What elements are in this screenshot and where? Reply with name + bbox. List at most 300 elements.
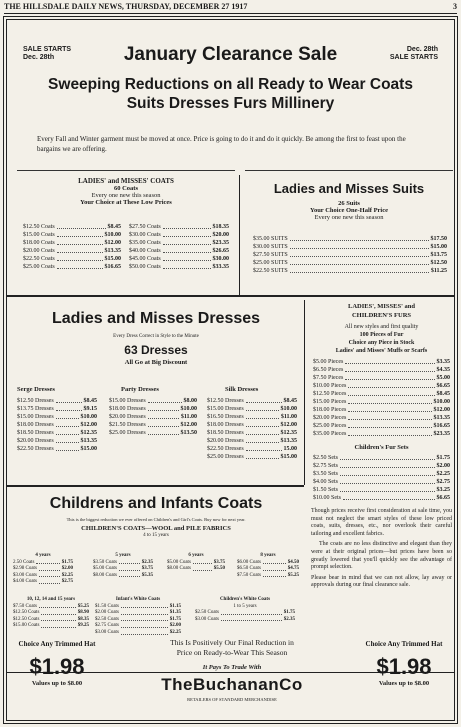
original-price: $2.50 Coats — [195, 610, 219, 616]
leader-dots — [290, 235, 429, 241]
suits-count: 26 Suits — [338, 200, 360, 207]
price-row — [17, 397, 97, 405]
suits-line2: Every one new this season — [314, 214, 384, 221]
price-row — [13, 573, 73, 580]
original-price: $18.00 Dresses — [207, 422, 244, 428]
group-6-years — [167, 553, 225, 573]
sale-price: $8.90 — [77, 610, 89, 616]
sale-price: $8.00 — [183, 398, 197, 404]
sale-price: $2.75 — [61, 579, 73, 585]
sale-price: $33.35 — [212, 264, 229, 270]
original-price: $7.50 Pieces — [313, 375, 344, 381]
price-row — [129, 223, 229, 231]
final-line2: Price on Ready-to-Wear This Season — [176, 648, 288, 657]
coats-line1: Every one new this season — [91, 192, 161, 199]
sale-price: $13.35 — [280, 438, 297, 444]
price-row — [13, 579, 73, 586]
price-row — [17, 405, 97, 413]
leader-dots — [193, 560, 212, 565]
price-row — [253, 243, 447, 251]
hat-values: Values up to $8.00 — [378, 680, 430, 687]
original-price: $10.00 Pieces — [313, 383, 347, 389]
dresses-count: 63 Dresses — [124, 343, 188, 357]
dresses-sub: Every Dress Correct in Style to the Minute — [113, 334, 199, 339]
buchanan-logo: TheBuchananCo — [161, 675, 303, 694]
hat-price: $1.98 — [29, 654, 85, 679]
coats-count: 60 Coats — [113, 185, 138, 192]
suits-title: Ladies and Misses Suits — [273, 181, 425, 196]
masthead — [4, 2, 457, 14]
leader-dots — [56, 413, 79, 419]
sale-price: $2.00 — [436, 463, 450, 469]
sale-price: $12.35 — [280, 430, 297, 436]
leader-dots — [119, 566, 140, 571]
original-price: $13.75 Dresses — [17, 406, 54, 412]
original-price: $50.00 Coats — [129, 264, 161, 270]
furs-line2: 100 Pieces of Fur — [359, 332, 404, 338]
leader-dots — [121, 630, 168, 635]
sale-price: $10.00 — [180, 406, 197, 412]
sale-starts-label: SALE STARTS — [389, 54, 438, 61]
leader-dots — [348, 430, 431, 436]
leader-dots — [39, 579, 60, 584]
sale-price: $13.35 — [80, 438, 97, 444]
sale-price: $1.75 — [283, 610, 295, 616]
leader-dots — [163, 255, 211, 261]
leader-dots — [340, 486, 434, 492]
price-row — [313, 374, 450, 382]
sale-price: $2.35 — [283, 616, 295, 622]
price-row — [195, 617, 295, 624]
sale-price: $30.00 — [212, 256, 229, 262]
advertisement — [3, 16, 458, 724]
price-row — [95, 623, 181, 630]
hat-label: Choice Any Trimmed Hat — [18, 640, 96, 648]
sale-price: $2.75 — [436, 479, 450, 485]
leader-dots — [345, 374, 434, 380]
intro-text: Every Fall and Winter garment must be moved at once. Price is going to do it and do it quickly. Be among the first to feast upon the bargains we are offering. — [37, 135, 406, 153]
original-price: $20.00 Pieces — [313, 415, 347, 421]
price-row — [95, 630, 181, 637]
price-row — [17, 421, 97, 429]
original-price: $2.75 Sets — [313, 463, 339, 469]
original-price: $2.50 Coats — [95, 616, 119, 622]
original-price: $5.00 Coats — [93, 566, 117, 572]
leader-dots — [148, 413, 179, 419]
price-row — [23, 247, 121, 255]
sale-price: $13.50 — [180, 430, 197, 436]
original-price: $20.00 Dresses — [207, 438, 244, 444]
final-reduction — [117, 638, 347, 702]
price-row — [253, 251, 447, 259]
group-8-years — [237, 553, 299, 579]
original-price: $4.00 Sets — [313, 479, 339, 485]
leader-dots — [57, 247, 103, 253]
price-row — [13, 610, 89, 617]
price-row — [237, 560, 299, 567]
original-price: $45.00 Coats — [129, 256, 161, 262]
price-row — [13, 560, 73, 567]
price-row — [109, 397, 197, 405]
dresses-section — [11, 300, 301, 485]
leader-dots — [263, 566, 286, 571]
sale-price: $15.00 — [104, 256, 121, 262]
original-price: $15.00 Dresses — [207, 406, 244, 412]
sale-price: $8.35 — [77, 616, 89, 622]
original-price: $18.50 Dresses — [207, 430, 244, 436]
leader-dots — [348, 382, 434, 388]
original-price: $18.00 Dresses — [109, 406, 146, 412]
sale-price: $11.00 — [180, 414, 197, 420]
original-price: $12.50 Pieces — [313, 391, 347, 397]
sale-price: $12.00 — [180, 422, 197, 428]
price-row — [17, 437, 97, 445]
leader-dots — [39, 566, 60, 571]
sale-price: $12.00 — [80, 422, 97, 428]
furs-title-2: CHILDREN'S FURS — [351, 312, 412, 319]
leader-dots — [36, 560, 59, 565]
price-row — [207, 429, 297, 437]
price-row — [95, 610, 181, 617]
sale-price: $3.75 — [213, 559, 225, 565]
party-title: Party Dresses — [121, 386, 159, 393]
children-ages: 4 to 15 years — [143, 533, 169, 538]
original-price: $3.00 Coats — [13, 572, 37, 578]
group-10-15-years — [13, 597, 89, 630]
divider — [304, 300, 305, 485]
price-row — [17, 445, 97, 453]
suits-line1: Your Choice One-Half Price — [309, 207, 389, 214]
group-title: 8 years — [260, 553, 276, 558]
sale-price: $1.75 — [169, 616, 181, 622]
sale-price: $5.25 — [77, 603, 89, 609]
price-row — [313, 414, 450, 422]
original-price: $25.00 Dresses — [109, 430, 146, 436]
price-row — [207, 437, 297, 445]
original-price: $20.00 Dresses — [109, 414, 146, 420]
leader-dots — [221, 617, 282, 622]
original-price: $25.00 Coats — [23, 264, 55, 270]
leader-dots — [148, 421, 179, 427]
original-price: 2.50 Coats — [13, 559, 35, 565]
serge-list — [17, 397, 97, 453]
original-price: $18.00 Coats — [23, 240, 55, 246]
price-row — [129, 263, 229, 271]
sale-price: $12.00 — [280, 422, 297, 428]
price-row — [207, 413, 297, 421]
sale-price: $5.25 — [287, 572, 299, 578]
hat-values: Values up to $8.00 — [31, 680, 83, 687]
leader-dots — [57, 223, 106, 229]
leader-dots — [193, 566, 212, 571]
leader-dots — [246, 397, 282, 403]
price-row — [13, 623, 89, 630]
original-price: $21.50 Dresses — [109, 422, 146, 428]
original-price: $12.50 Dresses — [207, 398, 244, 404]
coats-left-list — [23, 223, 121, 271]
price-row — [23, 239, 121, 247]
dresses-line: All Go at Big Discount — [124, 359, 188, 366]
price-row — [23, 263, 121, 271]
leader-dots — [56, 429, 79, 435]
group-title: 6 years — [188, 553, 204, 558]
sale-date: Dec. 28th — [406, 46, 438, 53]
coats-section — [17, 170, 235, 288]
original-price: $25.00 Pieces — [313, 423, 347, 429]
price-row — [313, 478, 450, 486]
original-price: $12.50 Dresses — [17, 398, 54, 404]
leader-dots — [163, 231, 211, 237]
final-line1: This Is Positively Our Final Reduction in — [170, 638, 294, 647]
original-price: $15.00 Pieces — [313, 399, 347, 405]
children-sub: This is the biggest reduction we ever offered on Children's and Girl's Coats. Buy now for next year. — [66, 517, 246, 522]
original-price: $3.00 Coats — [95, 629, 119, 635]
original-price: $5.00 Pieces — [313, 359, 344, 365]
leader-dots — [163, 247, 211, 253]
sale-price: $16.65 — [433, 423, 450, 429]
sale-price: $1.35 — [169, 610, 181, 616]
leader-dots — [246, 405, 279, 411]
price-row — [313, 486, 450, 494]
leader-dots — [340, 454, 434, 460]
fur-pieces-list — [313, 358, 450, 438]
coats-line2: Your Choice at These Low Prices — [80, 199, 172, 206]
original-price: $2.00 Coats — [95, 610, 119, 616]
leader-dots — [246, 445, 282, 451]
sale-price: $10.00 — [433, 399, 450, 405]
group-title: Children's White Coats — [219, 597, 271, 602]
original-price: $4.00 Coats — [13, 579, 37, 585]
sale-price: $2.25 — [436, 471, 450, 477]
sale-price: $15.00 — [430, 244, 447, 250]
original-price: $3.50 Sets — [313, 471, 339, 477]
divider — [239, 175, 240, 295]
leader-dots — [41, 617, 75, 622]
leader-dots — [56, 397, 82, 403]
sale-price: $23.35 — [433, 431, 450, 437]
sale-price: $12.50 — [430, 260, 447, 266]
price-row — [313, 470, 450, 478]
furs-title-1: LADIES', MISSES' and — [347, 303, 415, 310]
price-row — [207, 445, 297, 453]
price-row — [207, 405, 297, 413]
furs-line1: All new styles and first quality — [344, 324, 419, 330]
group-5-years — [93, 553, 153, 579]
group-subtitle: 1 to 5 years — [233, 603, 257, 609]
price-row — [13, 604, 89, 611]
price-row — [313, 366, 450, 374]
group-title: Infant's White Coats — [115, 597, 161, 602]
sale-title: January Clearance Sale — [123, 44, 338, 65]
children-title: Childrens and Infants Coats — [49, 495, 263, 512]
original-price: $30.00 SUITS — [253, 244, 288, 250]
leader-dots — [119, 573, 140, 578]
price-row — [23, 231, 121, 239]
price-row — [93, 560, 153, 567]
sale-price: $3.25 — [436, 487, 450, 493]
hat-label: Choice Any Trimmed Hat — [365, 640, 443, 648]
sale-price: $1.75 — [61, 559, 73, 565]
leader-dots — [348, 406, 431, 412]
sale-price: $13.35 — [433, 415, 450, 421]
suits-section — [245, 170, 453, 288]
furs-note-1: Though prices receive first consideration at sale time, you must not neglect the smart styles of these low priced coats, suits, dresses, etc., nor overlook their careful tailoring and excellent fabrics. — [311, 508, 452, 537]
original-price: $18.00 Dresses — [17, 422, 54, 428]
leader-dots — [340, 462, 434, 468]
group-title: 4 years — [35, 553, 51, 558]
sale-price: $12.00 — [104, 240, 121, 246]
original-price: $12.50 Coats — [13, 616, 40, 622]
coats-title: LADIES' and MISSES' COATS — [78, 177, 174, 185]
sale-price: $5.35 — [141, 572, 153, 578]
sale-price: $2.25 — [61, 572, 73, 578]
sale-price: $11.00 — [280, 414, 297, 420]
original-price: $18.50 Dresses — [17, 430, 54, 436]
fur-sets-list — [313, 454, 450, 502]
sale-price: $9.25 — [77, 623, 89, 629]
leader-dots — [148, 405, 179, 411]
sale-price: $2.00 — [169, 623, 181, 629]
price-row — [129, 255, 229, 263]
original-price: $1.50 Sets — [313, 487, 339, 493]
leader-dots — [148, 397, 182, 403]
leader-dots — [290, 259, 429, 265]
leader-dots — [163, 263, 211, 269]
price-row — [167, 560, 225, 567]
group-title: 10, 12, 14 and 15 years — [26, 597, 76, 602]
sale-price: 15.00 — [283, 446, 297, 452]
headline-1: Sweeping Reductions on all Ready to Wear Coats — [48, 76, 413, 93]
original-price: $3.00 Coats — [195, 616, 219, 622]
original-price: $30.00 Coats — [129, 232, 161, 238]
original-price: $15.00 Coats — [23, 232, 55, 238]
children-fur-title: Children's Fur Sets — [354, 444, 409, 451]
original-price: $22.50 Dresses — [207, 446, 244, 452]
sale-price: $18.35 — [212, 224, 229, 230]
price-row — [23, 255, 121, 263]
retailers-text: RETAILERS OF STANDARD MERCHANDISE — [187, 697, 277, 702]
price-row — [17, 429, 97, 437]
page-number: 3 — [453, 2, 457, 11]
price-row — [93, 566, 153, 573]
original-price: $35.00 Pieces — [313, 431, 347, 437]
leader-dots — [163, 223, 211, 229]
price-row — [109, 405, 197, 413]
price-row — [313, 406, 450, 414]
sale-price: $2.35 — [141, 559, 153, 565]
furs-line4: Ladies' and Misses' Muffs or Scarfs — [335, 348, 428, 354]
silk-list — [207, 397, 297, 461]
sale-price: $5.50 — [213, 566, 225, 572]
price-row — [313, 422, 450, 430]
divider — [7, 295, 454, 297]
original-price: $27.50 Coats — [129, 224, 161, 230]
original-price: $22.50 Dresses — [17, 446, 54, 452]
sale-starts-right — [390, 46, 438, 62]
sale-date: Dec. 28th — [23, 54, 55, 61]
original-price: $12.50 Coats — [13, 610, 40, 616]
leader-dots — [348, 422, 431, 428]
original-price: $22.50 SUITS — [253, 268, 288, 274]
original-price: $2.75 Coats — [95, 623, 119, 629]
party-list — [109, 397, 197, 437]
leader-dots — [340, 470, 434, 476]
original-price: $8.00 Coats — [167, 566, 191, 572]
price-row — [95, 604, 181, 611]
price-row — [13, 617, 89, 624]
furs-section — [309, 302, 454, 672]
leader-dots — [57, 263, 103, 269]
original-price: $6.00 Coats — [237, 559, 261, 565]
sale-price: $3.35 — [436, 359, 450, 365]
sale-price: $13.35 — [104, 248, 121, 254]
sale-price: $20.00 — [212, 232, 229, 238]
price-row — [109, 429, 197, 437]
sale-price: $6.65 — [436, 383, 450, 389]
original-price: $20.00 Coats — [23, 248, 55, 254]
pays-text: It Pays To Trade With — [202, 664, 262, 671]
sale-price: $6.65 — [436, 495, 450, 501]
sale-price: $10.00 — [104, 232, 121, 238]
price-row — [313, 398, 450, 406]
original-price: $35.00 SUITS — [253, 236, 288, 242]
sale-price: $8.45 — [107, 224, 121, 230]
price-row — [237, 573, 299, 580]
original-price: $8.00 Coats — [93, 572, 117, 578]
group-4-years — [13, 553, 73, 586]
price-row — [313, 390, 450, 398]
group-white — [195, 597, 295, 623]
price-row — [207, 397, 297, 405]
original-price: $6.50 Coats — [237, 566, 261, 572]
sale-price: $1.75 — [436, 455, 450, 461]
sale-starts-label: SALE STARTS — [23, 46, 72, 53]
hat-offer-left — [7, 640, 107, 687]
sale-price: $11.25 — [430, 268, 447, 274]
original-price: $15.00 Dresses — [109, 398, 146, 404]
sale-price: $16.65 — [104, 264, 121, 270]
leader-dots — [246, 453, 279, 459]
original-price: $10.00 Sets — [313, 495, 342, 501]
sale-price: $2.00 — [61, 566, 73, 572]
original-price: $7.50 Coats — [13, 603, 37, 609]
sale-price: $2.25 — [169, 629, 181, 635]
sale-price: $4.50 — [287, 559, 299, 565]
original-price: $15.00 Coats — [13, 623, 40, 629]
sale-price: $15.00 — [80, 446, 97, 452]
price-row — [95, 617, 181, 624]
leader-dots — [56, 437, 79, 443]
silk-title: Silk Dresses — [225, 386, 259, 393]
sale-price: $12.00 — [433, 407, 450, 413]
original-price: $15.00 Dresses — [17, 414, 54, 420]
sale-price: $8.45 — [83, 398, 97, 404]
original-price: $18.00 Pieces — [313, 407, 347, 413]
leader-dots — [246, 437, 279, 443]
leader-dots — [56, 405, 82, 411]
children-heading: CHILDREN'S COATS—WOOL and PILE FABRICS — [81, 525, 231, 532]
leader-dots — [148, 429, 179, 435]
serge-title: Serge Dresses — [17, 386, 55, 393]
sale-price: $13.75 — [430, 252, 447, 258]
original-price: $25.00 SUITS — [253, 260, 288, 266]
leader-dots — [57, 239, 103, 245]
original-price: $35.00 Coats — [129, 240, 161, 246]
sale-starts-left — [23, 46, 71, 62]
sale-price: $8.45 — [283, 398, 297, 404]
sale-price: $15.00 — [280, 454, 297, 460]
dresses-title: Ladies and Misses Dresses — [51, 310, 261, 327]
